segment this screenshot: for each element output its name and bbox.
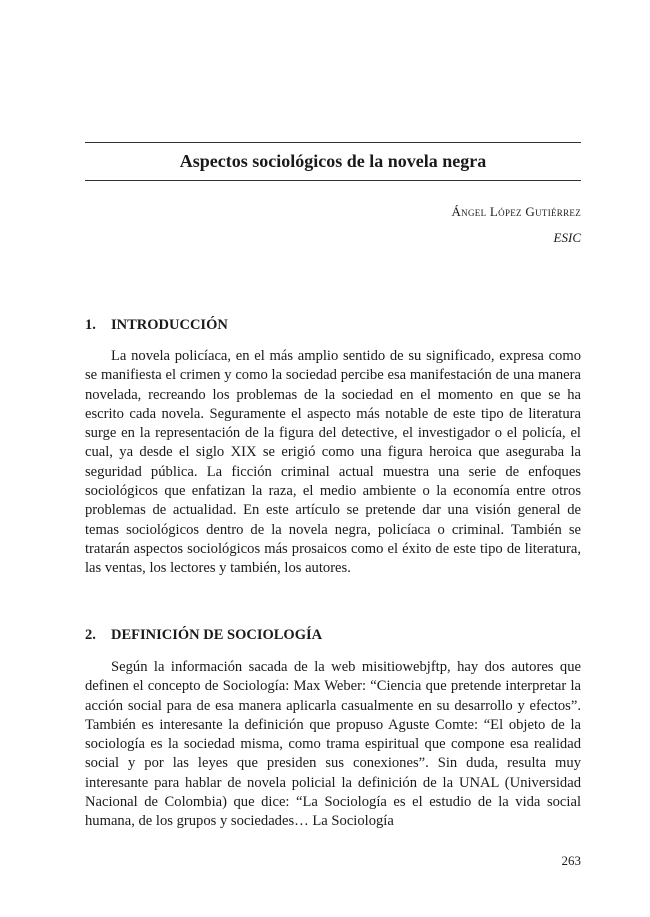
author-affiliation: ESIC (553, 230, 581, 245)
section-number: 2. (85, 627, 96, 643)
page-number: 263 (561, 853, 581, 868)
section-heading-text: DEFINICIÓN DE SOCIOLOGÍA (111, 627, 323, 643)
section-heading-text: INTRODUCCIÓN (111, 317, 228, 333)
article-title: Aspectos sociológicos de la novela negra (179, 151, 487, 171)
body-paragraph: Según la información sacada de la web misitiowebjftp, hay dos autores que definen el concepto de Sociología: Max Weber: “Ciencia que pretende interpretar la acción social para de esa manera aplicarla casualmente en su desarrollo y efectos”. También es interesante la definición que propuso Aguste Comte: “El objeto de la sociología es la sociedad misma, como trama espiritual que compone esa realidad social y por las leyes que presiden sus conexiones”. Sin duda, resulta muy interesante para hablar de novela policial la definición de la UNAL (Universidad Nacional de Colombia) que dice: “La Sociología es el estudio de la vida social humana, de los grupos y sociedades… La Sociología (85, 659, 581, 830)
title-top-rule (85, 142, 581, 143)
body-paragraph: La novela policíaca, en el más amplio sentido de su significado, expresa como se manifiesta el crimen y como la sociedad percibe esa manifestación de una manera novelada, recreando los problemas de la sociedad en el momento en que se ha escrito cada novela. Seguramente el aspecto más notable de este tipo de literatura surge en la representación de la figura del detective, el investigador o el policía, el cual, ya desde el siglo XIX se erigió como una figura heroica que aseguraba la seguridad pública. La ficción criminal actual muestra una serie de enfoques sociológicos que enfatizan la raza, el medio ambiente o la economía entre otros problemas de actualidad. En este artículo se pretende dar una visión general de temas sociológicos dentro de la novela negra, policíaca o criminal. También se tratarán aspectos sociológicos más prosaicos como el éxito de este tipo de literatura, las ventas, los lectores y también, los autores. (85, 348, 581, 577)
author-name: Ángel López Gutiérrez (451, 204, 581, 219)
section-heading-definicion (85, 627, 322, 644)
section-heading-introduccion (85, 317, 228, 334)
section-number: 1. (85, 317, 96, 333)
title-bottom-rule (85, 180, 581, 181)
